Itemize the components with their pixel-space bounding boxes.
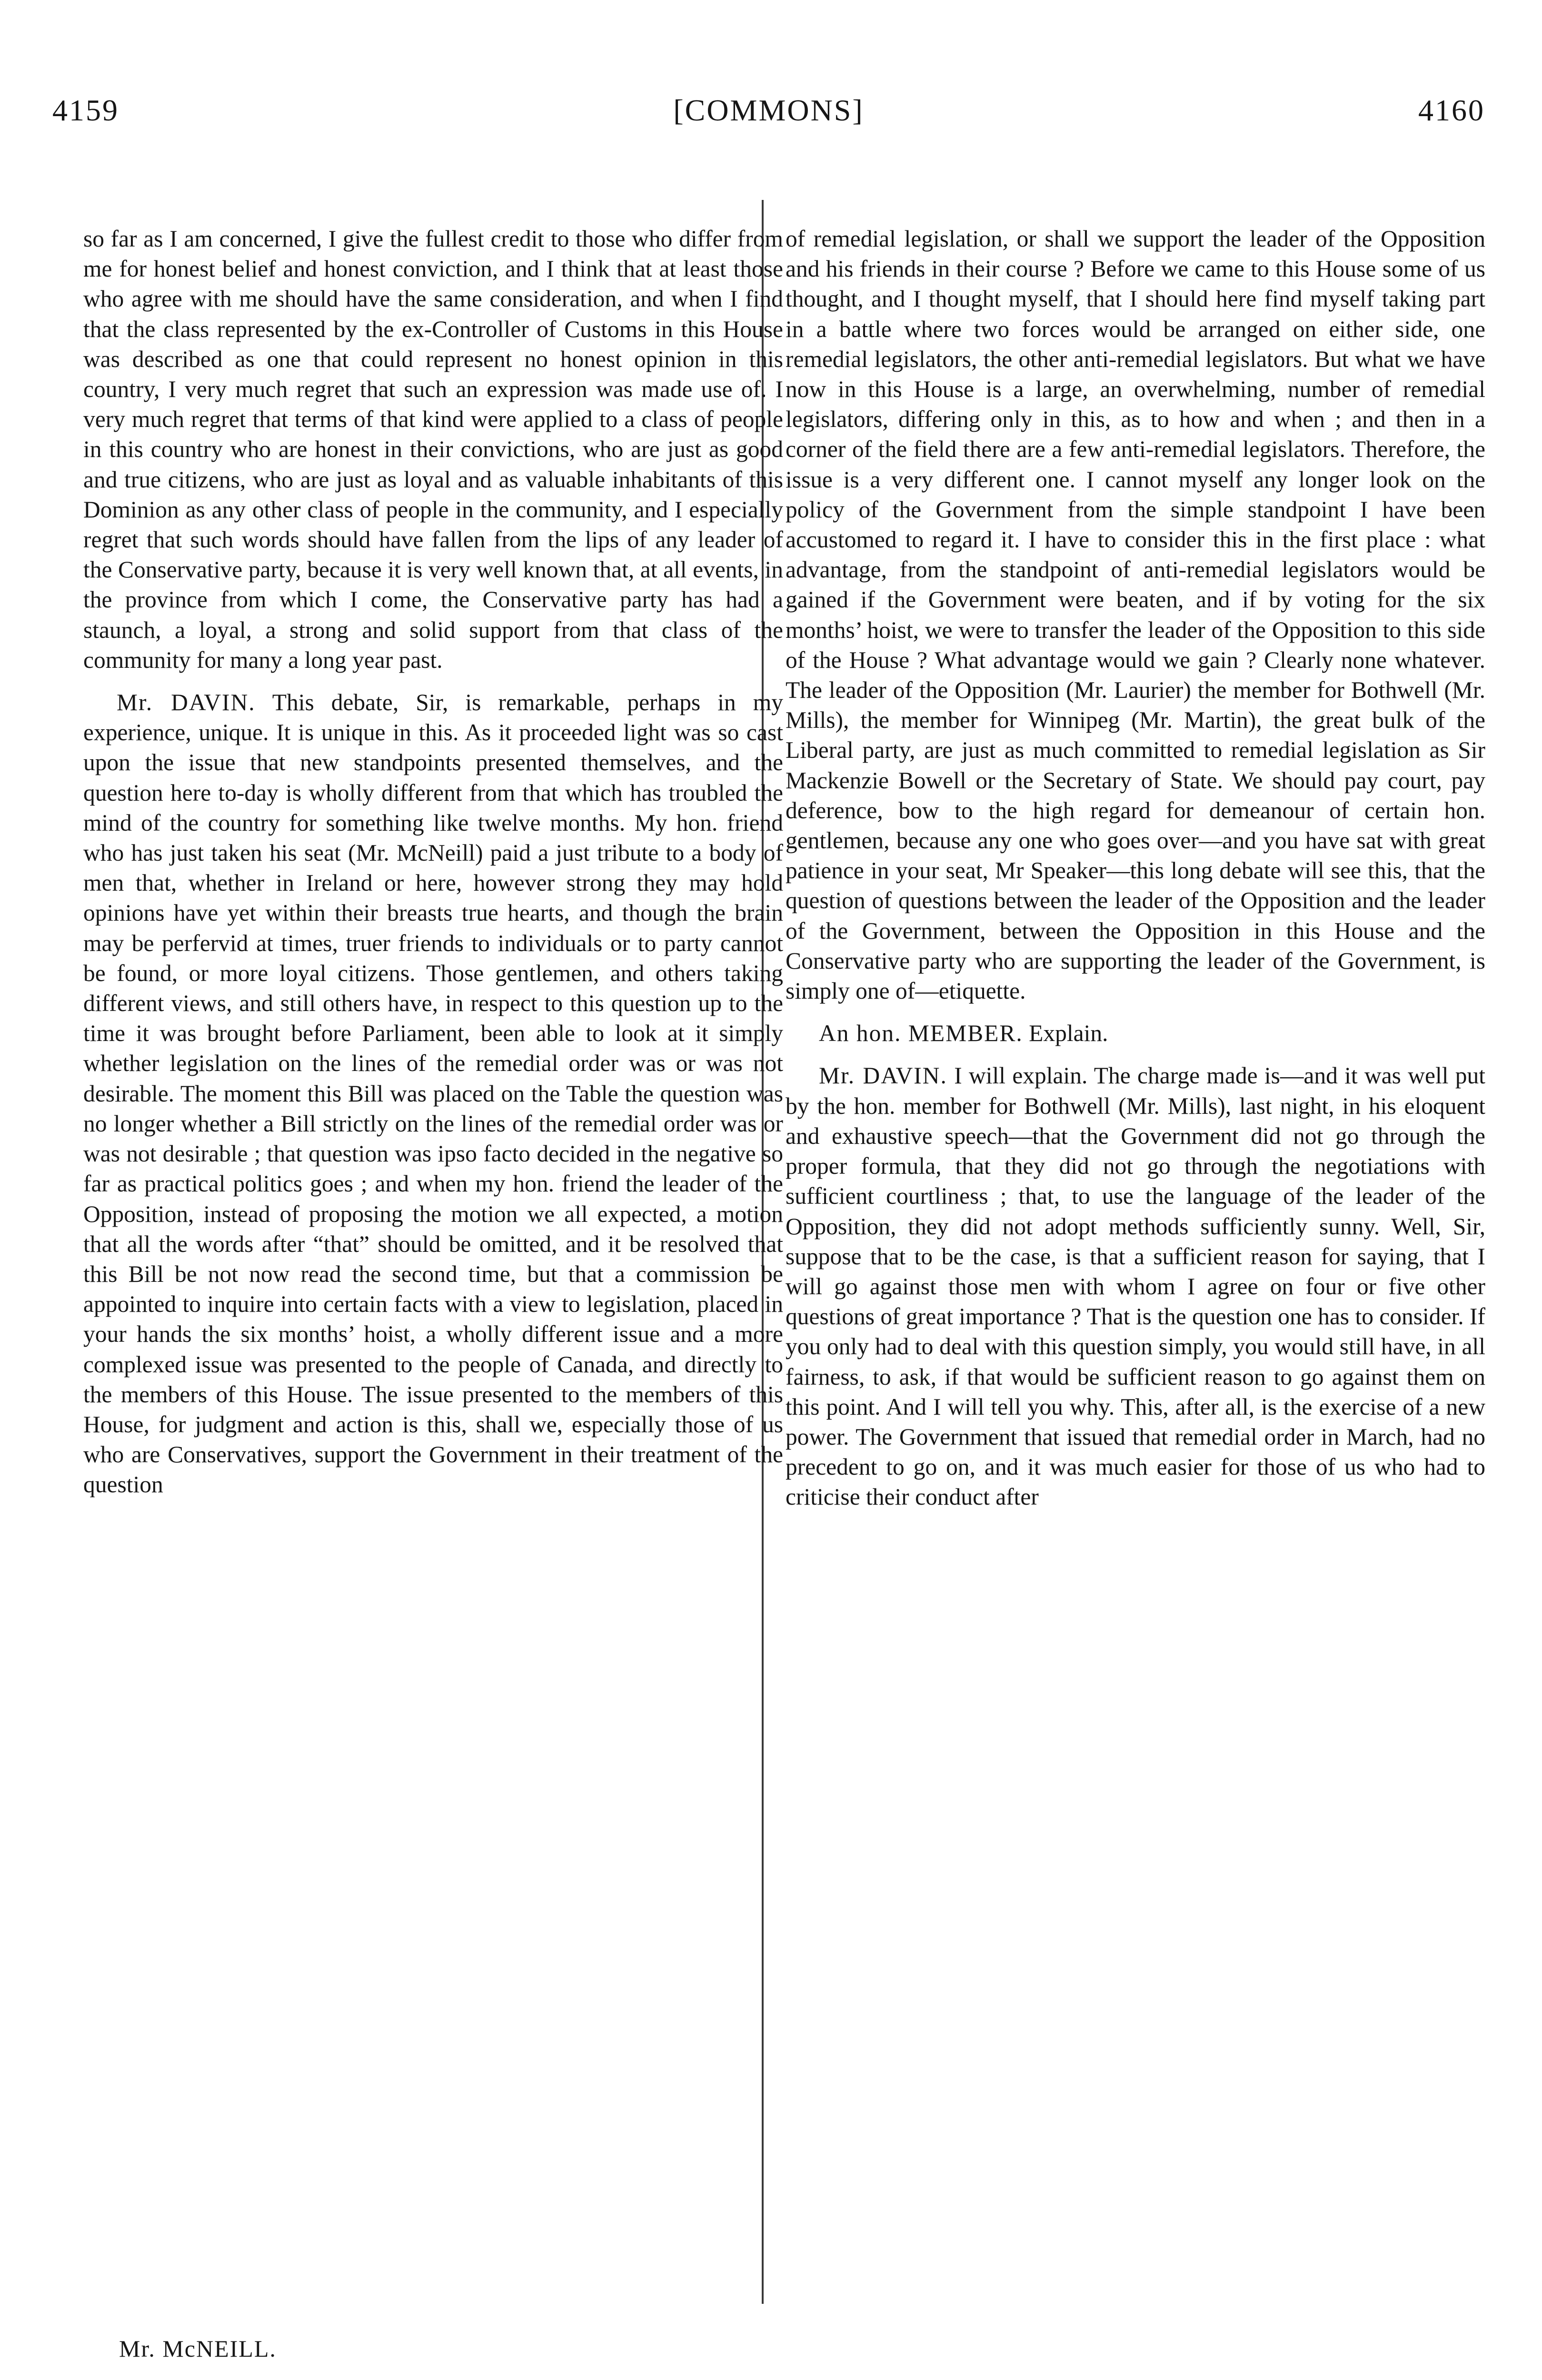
left-paragraph-2: [83, 687, 783, 1499]
right-paragraph-1: of remedial legislation, or shall we support the leader of the Opposition and his friends in their course ? Before we came to this House some of us thought, and I thought myself, that I should here find myself taking part in a battle where two forces would be arranged on either side, one remedial legislators, the other anti-remedial legislators. But what we have now in this House is a large, an overwhelming, number of remedial legislators, differing only in this, as to how and when ; and then in a corner of the field there are a few anti-remedial legislators. Therefore, the issue is a very different one. I cannot myself any longer look on the policy of the Government from the simple standpoint I have been accustomed to regard it. I have to consider this in the first place : what advantage, from the standpoint of anti-remedial legislators would be gained if the Government were beaten, and if by voting for the six months’ hoist, we were to transfer the leader of the Opposition to this side of the House ? What advantage would we gain ? Clearly none whatever. The leader of the Opposition (Mr. Laurier) the member for Bothwell (Mr. Mills), the member for Winnipeg (Mr. Martin), the great bulk of the Liberal party, are just as much committed to remedial legislation as Sir Mackenzie Bowell or the Secretary of State. We should pay court, pay deference, bow to the high regard for demeanour of certain hon. gentlemen, because any one who goes over—and you have sat with great patience in your seat, Mr Speaker—this long debate will see this, that the question of questions between the leader of the Opposition and the leader of the Government, between the Opposition in this House and the Conservative party who are supporting the leader of the Government, is simply one of—etiquette.: [786, 226, 1485, 1004]
page-title: [COMMONS]: [673, 93, 864, 127]
right-paragraph-2: [786, 1018, 1485, 1048]
left-paragraph-1: so far as I am concerned, I give the fullest credit to those who differ from me for honest belief and honest conviction, and I think that at least those who agree with me should have the same consideration, and when I find that the class represented by the ex-Controller of Customs in this House was described as one that could represent no honest opinion in this country, I very much regret that such an expression was made use of. I very much regret that terms of that kind were applied to a class of people in this country who are honest in their convictions, who are just as good and true citizens, who are just as loyal and as valuable inhabitants of this Dominion as any other class of people in the community, and I especially regret that such words should have fallen from the lips of any leader of the Conservative party, because it is very well known that, at all events, in the province from which I come, the Conservative party has had a staunch, a loyal, a strong and solid support from that class of the community for many a long year past.: [83, 226, 783, 673]
page-header: [52, 93, 1485, 145]
right-column: [786, 224, 1485, 1512]
page-number-left: 4159: [52, 93, 119, 127]
left-column: [83, 224, 783, 1500]
speech-text: I will explain. The charge made is—and it was well put by the hon. member for Bothwell (Mr. Mills), last night, in his eloquent and exhaustive speech—that the Government did not go through the proper formula, that they did not go through the negotiations with sufficient courtliness ; that, to use the language of the leader of the Opposition, they did not adopt methods sufficiently sunny. Well, Sir, suppose that to be the case, is that a sufficient reason for saying, that I will go against those men with whom I agree on four or five other questions of great importance ? That is the question one has to consider. If you only had to deal with this question simply, you would still have, in all fairness, to ask, if that would be sufficient reason to go against them on this point. And I will tell you why. This, after all, is the exercise of a new power. The Government that issued that remedial order in March, had no precedent to go on, and it was much easier for those of us who had to criticise their conduct after: [786, 1062, 1486, 1510]
page-number-right: 4160: [1418, 93, 1485, 127]
speaker-name: Mr. DAVIN.: [117, 689, 256, 716]
speech-text: This debate, Sir, is remarkable, perhaps in my experience, unique. It is unique in this. As it proceeded light was so cast upon the issue that new standpoints presented themselves, and the question here to-day is wholly different from that which has troubled the mind of the country for something like twelve months. My hon. friend who has just taken his seat (Mr. McNeill) paid a just tribute to a body of men that, whether in Ireland or here, however strong they may hold opinions have yet within their breasts true hearts, and though the brain may be perfervid at times, truer friends to individuals or to party cannot be found, or more loyal citizens. Those gentlemen, and others taking different views, and still others have, in respect to this question up to the time it was brought before Parliament, been able to look at it simply whether legislation on the lines of the remedial order was or was not desirable. The moment this Bill was placed on the Table the question was no longer whether a Bill strictly on the lines of the remedial order was or was not desirable ; that question was ipso facto decided in the negative so far as practical politics goes ; and when my hon. friend the leader of the Opposition, instead of proposing the motion we all expected, a motion that all the words after “that” should be omitted, and it be resolved that this Bill be not now read the second time, but that a commission be appointed to inquire into certain facts with a view to legislation, placed in your hands the six months’ hoist, a wholly different issue and a more complexed issue was presented to the people of Canada, and directly to the members of this House. The issue presented to the members of this House, for judgment and action is this, shall we, especially those of us who are Conservatives, support the Government in their treatment of the question: [83, 689, 784, 1498]
right-paragraph-3: [786, 1061, 1485, 1512]
speaker-name: An hon. MEMBER.: [819, 1020, 1023, 1047]
speaker-name: Mr. DAVIN.: [819, 1062, 947, 1089]
speech-text: Explain.: [1029, 1020, 1108, 1047]
running-footer: Mr. McNEILL.: [119, 2335, 277, 2362]
